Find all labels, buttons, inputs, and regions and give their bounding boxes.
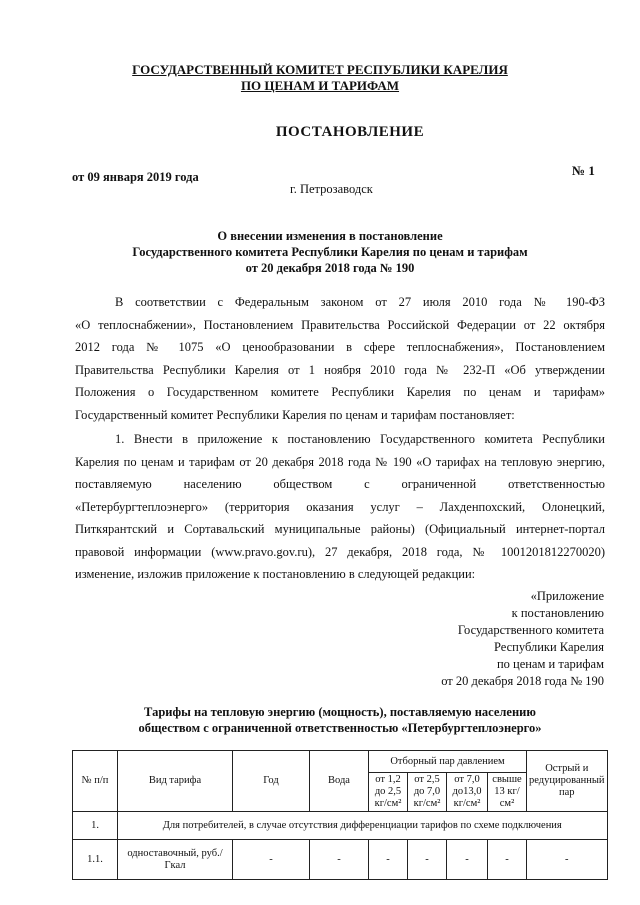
tariff-table — [72, 750, 608, 880]
header-cell-number: № п/п — [73, 751, 118, 812]
appendix-line: по ценам и тарифам — [496, 657, 604, 671]
preamble-line: В соответствии с Федеральным законом от 27 июля 2010 года № 190-ФЗ — [115, 295, 605, 309]
preamble-line: «О теплоснабжении», Постановлением Правительства Российской Федерации от 22 октября — [75, 317, 605, 332]
header-line-2: ПО ЦЕНАМ И ТАРИФАМ — [240, 78, 400, 93]
preamble-line: 2012 года № 1075 «О ценообразовании в сфере теплоснабжения», Постановлением — [75, 340, 605, 354]
header-line-1: ГОСУДАРСТВЕННЫЙ КОМИТЕТ РЕСПУБЛИКИ КАРЕЛИЯ — [132, 62, 508, 77]
appendix-line: Республики Карелия — [493, 640, 604, 654]
row-tariff-type-cell: одноставочный, руб./Гкал — [118, 840, 233, 880]
document-number: № 1 — [572, 163, 595, 178]
appendix-line: «Приложение — [530, 589, 604, 603]
preamble-line: Государственный комитет Республики Карелия по ценам и тарифам постановляет: — [75, 407, 515, 422]
row-value-cell: - — [408, 840, 447, 880]
item-1-line: 1. Внести в приложение к постановлению Государственного комитета Республики — [115, 432, 605, 446]
pravo-gov-link[interactable]: www.pravo.gov.ru — [215, 544, 308, 559]
row-value-cell: - — [447, 840, 488, 880]
subject-line-3: от 20 декабря 2018 года № 190 — [245, 261, 415, 275]
item-1-line: изменение, изложив приложение к постановлению в следующей редакции: — [75, 567, 476, 581]
row-value-cell: - — [369, 840, 408, 880]
header-cell-tariff-type: Вид тарифа — [118, 751, 233, 812]
item-1-paragraph — [75, 428, 605, 586]
appendix-block — [344, 588, 604, 690]
row-value-cell: - — [488, 840, 527, 880]
row-value-cell: - — [310, 840, 369, 880]
header-cell-steam-range: от 2,5 до 7,0 кг/см² — [408, 773, 447, 812]
item-1-text: ), 27 декабря, 2018 года, № 1001201812270020) — [307, 544, 605, 559]
document-type-title: ПОСТАНОВЛЕНИЕ — [275, 124, 425, 140]
preamble-line: Положения о Государственном комитете Республики Карелия по ценам и тарифам» — [75, 385, 605, 399]
preamble-paragraph — [75, 291, 605, 426]
subject-line-1: О внесении изменения в постановление — [217, 229, 443, 243]
item-1-line-with-link — [75, 541, 605, 564]
row-value-cell: - — [233, 840, 310, 880]
appendix-line: к постановлению — [511, 606, 604, 620]
appendix-line: от 20 декабря 2018 года № 190 — [441, 674, 604, 688]
item-1-line: «Петербургтеплоэнерго» (территория оказания услуг – Лахденпохский, Олонецкий, — [75, 499, 605, 514]
appendix-line: Государственного комитета — [457, 623, 604, 637]
row-number-cell: 1.1. — [73, 840, 118, 880]
item-1-line: Карелия по ценам и тарифам от 20 декабря 2018 года № 190 «О тарифах на тепловую энергию, — [75, 454, 605, 469]
item-1-text: правовой информации ( — [75, 544, 216, 559]
header-cell-steam-range: от 1,2 до 2,5 кг/см² — [369, 773, 408, 812]
subject-line-2: Государственного комитета Республики Карелия по ценам и тарифам — [132, 245, 528, 259]
document-city: г. Петрозаводск — [290, 182, 373, 196]
row-value-cell: - — [527, 840, 608, 880]
item-1-line: поставляемую населению обществом с ограниченной ответственностью — [75, 477, 605, 491]
table-title-line-2: обществом с ограниченной ответственностью «Петербургтеплоэнерго» — [138, 721, 542, 735]
preamble-line: Правительства Республики Карелия от 1 ноября 2010 года № 232-П «Об утверждении — [75, 362, 605, 377]
header-cell-water: Вода — [310, 751, 369, 812]
header-cell-steam: Отборный пар давлением — [369, 751, 527, 773]
header-cell-year: Год — [233, 751, 310, 812]
header-cell-sharp-steam: Острый и редуцированный пар — [527, 751, 608, 812]
row-number-cell: 1. — [73, 812, 118, 840]
header-cell-steam-range: свыше 13 кг/см² — [488, 773, 527, 812]
document-date: от 09 января 2019 года — [72, 170, 199, 184]
row-section-cell: Для потребителей, в случае отсутствия дифференциации тарифов по схеме подключения — [118, 812, 608, 840]
header-cell-steam-range: от 7,0 до13,0 кг/см² — [447, 773, 488, 812]
item-1-line: Питкярантский и Сортавальский муниципальные районы) (Официальный интернет-портал — [75, 522, 605, 536]
table-title-line-1: Тарифы на тепловую энергию (мощность), поставляемую населению — [144, 705, 536, 719]
